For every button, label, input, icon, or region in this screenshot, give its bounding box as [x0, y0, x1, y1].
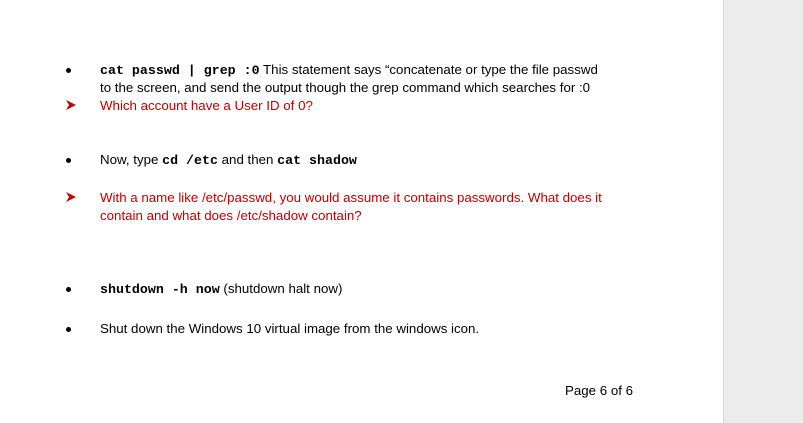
inline-code: cd /etc [162, 153, 218, 168]
bullet-icon [66, 287, 71, 292]
item-text: and then [217, 152, 278, 167]
document-margin-gutter [723, 0, 803, 423]
list-item-shutdown-windows: Shut down the Windows 10 virtual image from the windows icon. [100, 321, 480, 336]
list-item-cat-passwd-continued: to the screen, and send the output though the grep command which searches for :0 [100, 80, 591, 95]
question-passwd-shadow-continued: contain and what does /etc/shadow contain? [100, 208, 362, 223]
list-item-cd-etc [100, 151, 357, 170]
bullet-icon [66, 158, 71, 163]
arrow-bullet-icon [65, 191, 77, 203]
list-item-shutdown [100, 280, 342, 299]
page-number: Page 6 of 6 [565, 383, 634, 398]
item-text: This statement says “concatenate or type the file passwd [259, 62, 598, 77]
list-item-cat-passwd [100, 61, 598, 80]
item-text: Now, type [100, 152, 163, 167]
inline-code: cat shadow [277, 153, 357, 168]
question-passwd-shadow: With a name like /etc/passwd, you would assume it contains passwords. What does it [100, 190, 602, 205]
inline-code: cat passwd | grep :0 [100, 63, 260, 78]
inline-code: shutdown -h now [100, 282, 220, 297]
bullet-icon [66, 327, 71, 332]
item-text: (shutdown halt now) [219, 281, 343, 296]
bullet-icon [66, 68, 71, 73]
arrow-bullet-icon [65, 99, 77, 111]
question-user-id: Which account have a User ID of 0? [100, 98, 313, 113]
